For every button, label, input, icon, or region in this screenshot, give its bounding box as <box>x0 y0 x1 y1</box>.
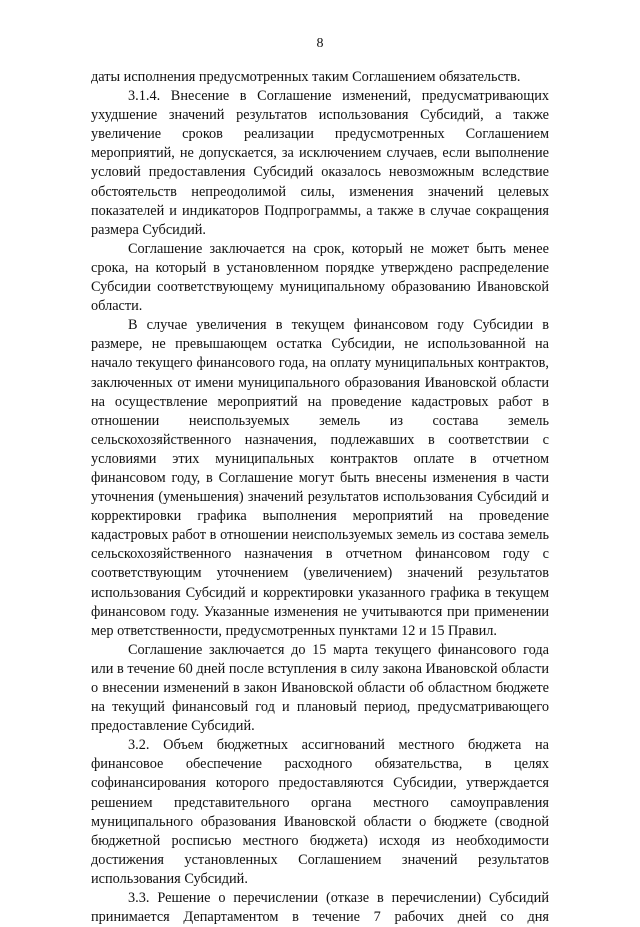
paragraph-subsidy-increase: В случае увеличения в текущем финансовом году Субсидии в размере, не превышающем остатка Субсидии, не использованной на начало текущего финансового года, на оплату муниципальных контрактов, заключенных от имени муниципального образования Ивановской области на осуществление мероприятий на проведение кадастровых работ в отношении неиспользуемых земель из состава земель сельскохозяйственного назначения, подлежавших в соответствии с условиями этих муниципальных контрактов оплате в отчетном финансовом году, в Соглашение могут быть внесены изменения в части уточнения (уменьшения) значений результатов использования Субсидий и корректировки графика выполнения мероприятий на проведение кадастровых работ в отношении неиспользуемых земель из состава земель сельскохозяйственного назначения в отчетном финансовом году с соответствующим уточнением (увеличением) значений результатов использования Субсидий и корректировки указанного графика в текущем финансовом году. Указанные изменения не учитываются при применении мер ответственности, предусмотренных пунктами 12 и 15 Правил. <box>91 317 549 639</box>
paragraph-agreement-term: Соглашение заключается на срок, который не может быть менее срока, на который в установленном порядке утверждено распределение Субсидии соответствующему муниципальному образованию Ивановской области. <box>91 240 549 315</box>
paragraph-3-2: 3.2. Объем бюджетных ассигнований местного бюджета на финансовое обеспечение расходного обязательства, в целях софинансирования которого предоставляются Субсидии, утверждается решением представительного органа местного самоуправления муниципального образования Ивановской области о бюджете (сводной бюджетной росписью местного бюджета) исходя из необходимости достижения установленных Соглашением значений результатов использования Субсидий. <box>91 737 549 887</box>
document-body <box>91 68 549 927</box>
paragraph-agreement-deadline: Соглашение заключается до 15 марта текущего финансового года или в течение 60 дней после вступления в силу закона Ивановской области о внесении изменений в закон Ивановской области об областном бюджете на текущий финансовый год и плановый период, предусматривающего предоставление Субсидий. <box>91 641 549 735</box>
paragraph-3-1-4: 3.1.4. Внесение в Соглашение изменений, предусматривающих ухудшение значений результатов использования Субсидий, а также увеличение сроков реализации предусмотренных Соглашением мероприятий, не допускается, за исключением случаев, если выполнение условий предоставления Субсидий оказалось невозможным вследствие обстоятельств непреодолимой силы, изменения значений целевых показателей и индикаторов Подпрограммы, а также в случае сокращения размера Субсидий. <box>91 88 549 238</box>
page-number: 8 <box>316 36 324 51</box>
paragraph-3-3: 3.3. Решение о перечислении (отказе в перечислении) Субсидий принимается Департаментом в течение 7 рабочих дней со дня <box>91 890 549 926</box>
paragraph-continuation: даты исполнения предусмотренных таким Соглашением обязательств. <box>91 69 521 85</box>
